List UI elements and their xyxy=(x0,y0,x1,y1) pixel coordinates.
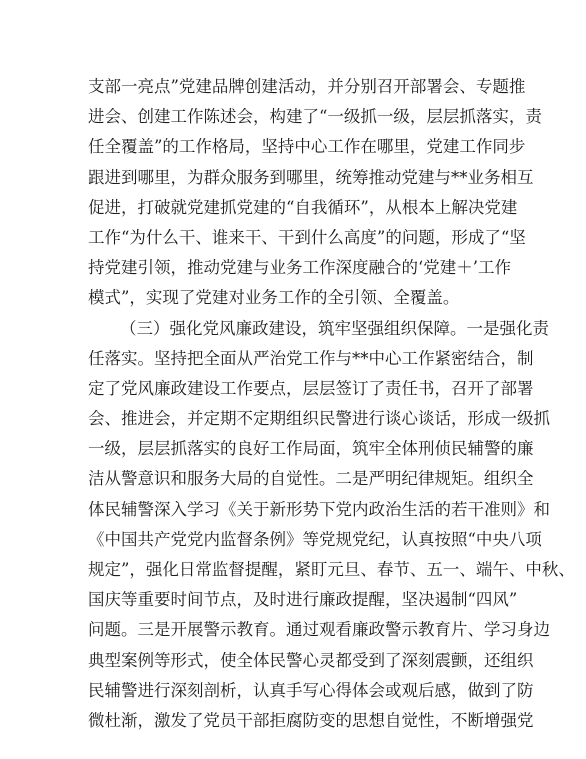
text-line: 一级，层层抓落实的良好工作局面，筑牢全体刑侦民辅警的廉 xyxy=(88,439,534,459)
document-body xyxy=(88,72,575,736)
text-line: 跟进到哪里，为群众服务到哪里，统筹推动党建与**业务相互 xyxy=(88,167,534,187)
text-line: 工作“为什么干、谁来干、干到什么高度”的问题，形成了“坚 xyxy=(88,227,526,247)
text-line: 会、推进会，并定期不定期组织民警进行谈心谈话，形成一级抓 xyxy=(88,409,550,429)
paragraph-party-building-brand xyxy=(88,72,542,314)
text-line: 持党建引领，推动党建与业务工作深度融合的‘党建＋’工作 xyxy=(88,258,511,278)
text-line: 进会、创建工作陈述会，构建了“一级抓一级，层层抓落实，责 xyxy=(88,107,542,127)
text-line: 规定”，强化日常监督提醒，紧盯元旦、春节、五一、端午、中秋、 xyxy=(88,560,575,579)
text-line: 国庆等重要时间节点，及时进行廉政提醒，坚决遏制“四风” xyxy=(88,590,518,610)
text-line: （三）强化党风廉政建设，筑牢坚强组织保障。一是强化责 xyxy=(120,318,549,338)
text-line: 定了党风廉政建设工作要点，层层签订了责任书，召开了部署 xyxy=(88,378,534,398)
text-line: 问题。三是开展警示教育。通过观看廉政警示教育片、学习身边 xyxy=(88,620,550,640)
paragraph-integrity-building xyxy=(88,314,575,737)
text-line: 《中国共产党党内监督条例》等党规党纪，认真按照“中央八项 xyxy=(88,529,542,549)
text-line: 促进，打破就党建抓党建的“自我循环”，从根本上解决党建 xyxy=(88,197,518,217)
text-line: 洁从警意识和服务大局的自觉性。二是严明纪律规矩。组织全 xyxy=(88,469,534,489)
text-line: 典型案例等形式，使全体民警心灵都受到了深刻震颤，还组织 xyxy=(88,650,534,670)
text-line: 支部一亮点”党建品牌创建活动，并分别召开部署会、专题推 xyxy=(88,77,526,96)
text-line: 任落实。坚持把全面从严治党工作与**中心工作紧密结合，制 xyxy=(88,348,534,368)
text-line: 民辅警进行深刻剖析，认真手写心得体会或观后感，做到了防 xyxy=(88,680,534,700)
text-line: 任全覆盖”的工作格局，坚持中心工作在哪里，党建工作同步 xyxy=(88,137,526,157)
text-line: 模式”，实现了党建对业务工作的全引领、全覆盖。 xyxy=(88,288,460,308)
text-line: 微杜渐，激发了党员干部拒腐防变的思想自觉性，不断增强党 xyxy=(88,710,534,730)
text-line: 体民辅警深入学习《关于新形势下党内政治生活的若干准则》和 xyxy=(88,499,550,519)
